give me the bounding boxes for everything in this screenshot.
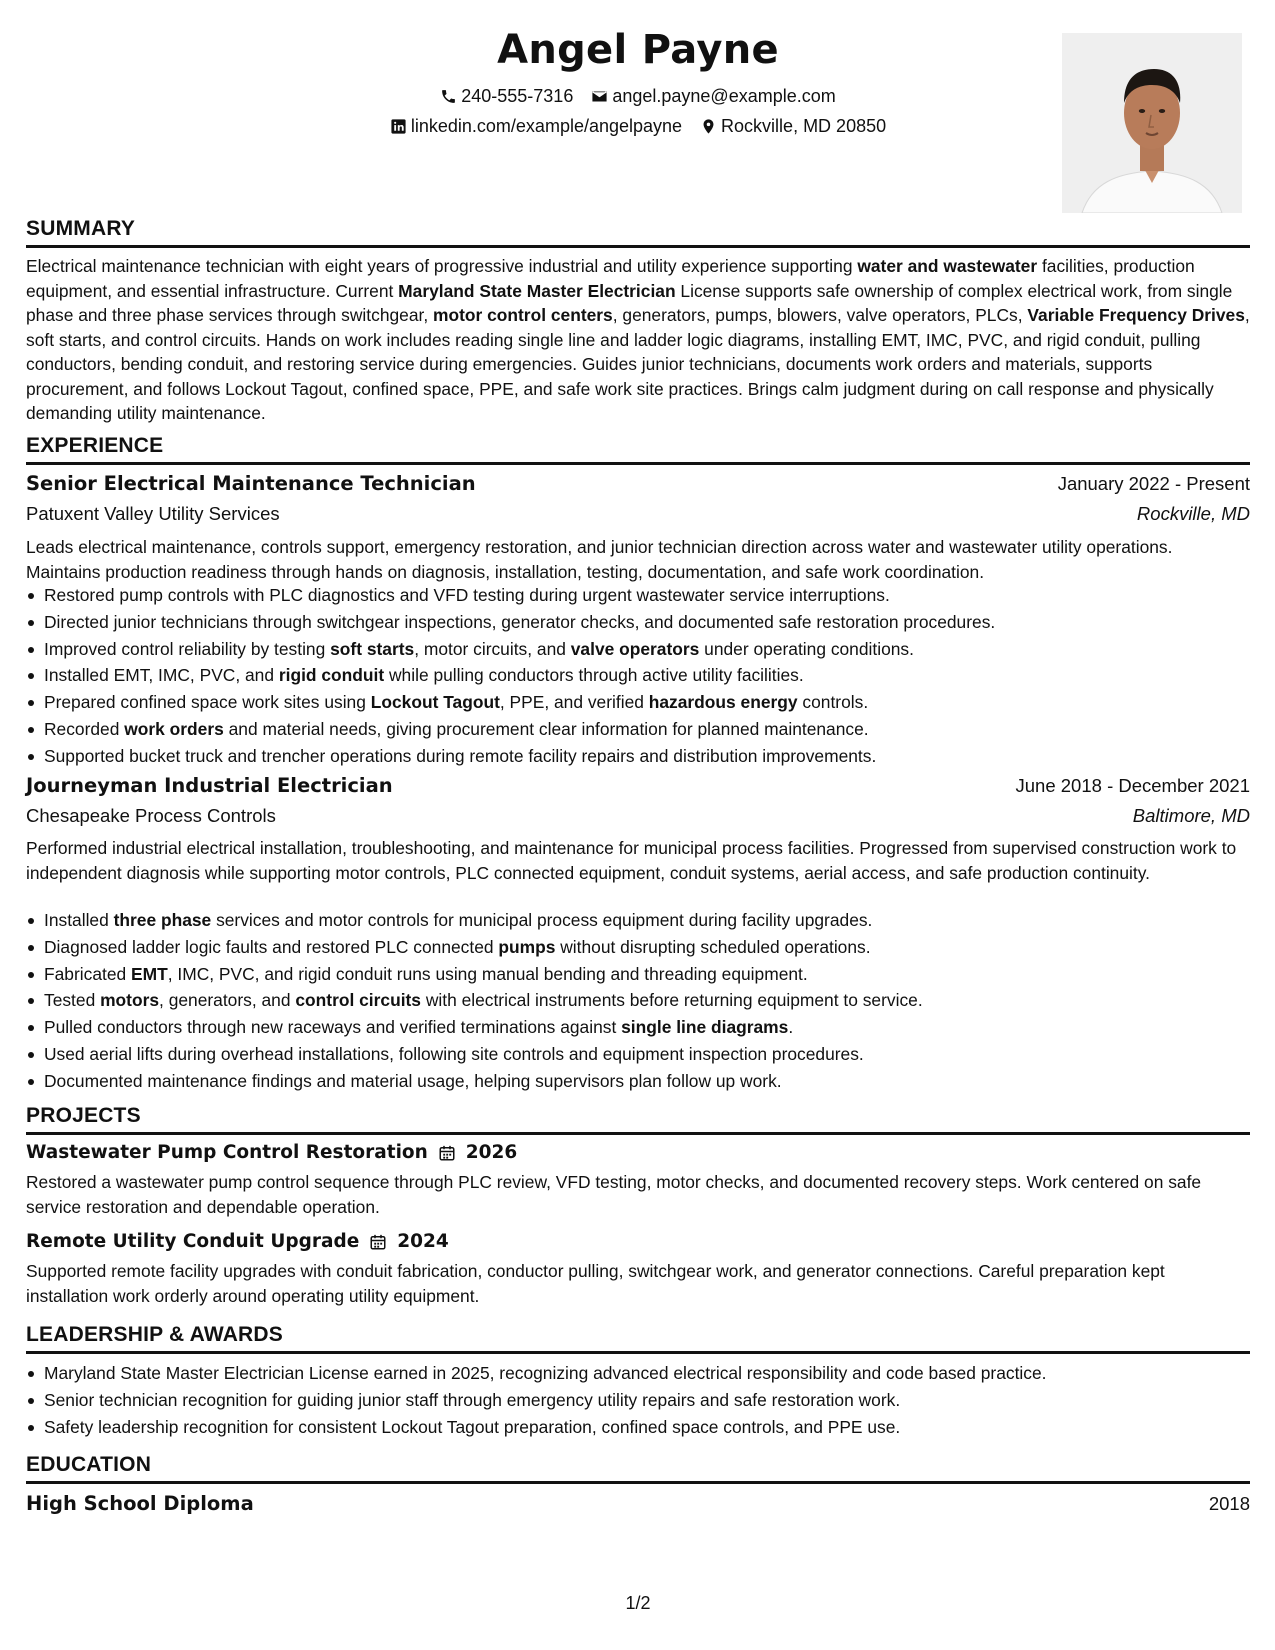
summary-heading: SUMMARY (26, 216, 1250, 248)
job-description: Leads electrical maintenance, controls support, emergency restoration, and junior technician direction across water and wastewater utility operations. Maintains production readiness through hands on diagnosis, installation, testing, documentation, and safe work coordination. (26, 537, 1173, 582)
bold-keyword: pumps (498, 936, 556, 957)
project-name: Remote Utility Conduit Upgrade (26, 1231, 360, 1252)
projects-heading: PROJECTS (26, 1103, 1250, 1135)
bullet-item: Improved control reliability by testing soft starts, motor circuits, and valve operators under operating conditions. (44, 636, 1268, 663)
phone-icon (440, 88, 457, 105)
bullet-item: Installed three phase services and motor controls for municipal process equipment during facility upgrades. (44, 907, 1268, 934)
project-year: 2024 (397, 1231, 449, 1252)
bullet-item: Installed EMT, IMC, PVC, and rigid conduit while pulling conductors through active utility facilities. (44, 662, 1268, 689)
job-location: Baltimore, MD (1132, 805, 1250, 826)
bold-keyword: soft starts (330, 638, 415, 659)
bullet-item: Directed junior technicians through switchgear inspections, generator checks, and documented safe restoration procedures. (44, 609, 1268, 636)
bold-keyword: hazardous energy (648, 692, 798, 713)
bullet-item: Used aerial lifts during overhead installations, following site controls and equipment inspection procedures. (44, 1041, 1268, 1068)
page-number: 1/2 (625, 1593, 651, 1613)
calendar-icon (369, 1233, 387, 1251)
phone-contact (440, 84, 573, 108)
candidate-name: Angel Payne (497, 27, 779, 73)
job-title: Journeyman Industrial Electrician (26, 774, 393, 797)
linkedin-icon (390, 118, 407, 135)
bold-keyword: water and wastewater (857, 256, 1038, 276)
bullet-item: Recorded work orders and material needs, giving procurement clear information for planned maintenance. (44, 716, 1268, 743)
education-heading: EDUCATION (26, 1452, 1250, 1484)
bullet-item: Maryland State Master Electrician License earned in 2025, recognizing advanced electrical responsibility and code based practice. (44, 1360, 1268, 1387)
bold-keyword: Lockout Tagout (370, 692, 500, 713)
profile-photo (1062, 33, 1242, 213)
bold-keyword: valve operators (570, 638, 700, 659)
bullet-item: Pulled conductors through new raceways and verified terminations against single line diagrams. (44, 1014, 1268, 1041)
education-degree: High School Diploma (26, 1492, 254, 1515)
bold-keyword: work orders (124, 718, 224, 739)
location-contact (700, 114, 886, 138)
bold-keyword: Maryland State Master Electrician (398, 280, 676, 301)
job-entry (26, 772, 1250, 826)
bold-keyword: motor control centers (433, 305, 613, 325)
project-year: 2026 (465, 1142, 518, 1163)
phone-text: 240-555-7316 (461, 86, 574, 106)
bullet-item: Prepared confined space work sites using Lockout Tagout, PPE, and verified hazardous energy controls. (44, 689, 1268, 716)
experience-heading: EXPERIENCE (26, 433, 1250, 465)
email-text[interactable]: angel.payne@example.com (612, 86, 836, 106)
bold-keyword: single line diagrams (621, 1017, 789, 1038)
bold-keyword: three phase (113, 910, 212, 930)
bullet-item: Diagnosed ladder logic faults and restored PLC connected pumps without disrupting scheduled operations. (44, 934, 1268, 961)
project-description: Supported remote facility upgrades with conduit fabrication, conductor pulling, switchgear work, and generator connections. Careful preparation kept installation work orderly around operating utility equipment. (26, 1261, 1165, 1306)
job-entry (26, 470, 1250, 524)
bold-keyword: motors (100, 990, 160, 1011)
bullet-item: Fabricated EMT, IMC, PVC, and rigid conduit runs using manual bending and threading equipment. (44, 961, 1268, 988)
project-name: Wastewater Pump Control Restoration (26, 1142, 428, 1163)
envelope-icon (591, 88, 608, 105)
email-contact[interactable] (591, 84, 835, 108)
resume-page (26, 0, 1250, 1650)
linkedin-text[interactable]: linkedin.com/example/angelpayne (410, 116, 683, 136)
calendar-icon (438, 1144, 456, 1162)
job-organization: Patuxent Valley Utility Services (26, 503, 280, 524)
bold-keyword: Variable Frequency Drives (1027, 305, 1245, 325)
leadership-heading: LEADERSHIP & AWARDS (26, 1322, 1250, 1354)
education-year: 2018 (1208, 1493, 1250, 1514)
job-bullet-list (26, 907, 1268, 1095)
linkedin-contact[interactable] (390, 114, 682, 138)
summary-text: Electrical maintenance technician with eight years of progressive industrial and utility experience supporting water and wastewater facilities, production equipment, and essential infrastructure. Current Maryland State Master Electrician License supports safe ownership of complex electrical work, from single phase and three phase services through switchgear, motor control centers, generators, pumps, blowers, valve operators, PLCs, Variable Frequency Drives, soft starts, and control circuits. Hands on work includes reading single line and ladder logic diagrams, installing EMT, IMC, PVC, and rigid conduit, pulling conductors, bending conduit, and restoring service during emergencies. Guides junior technicians, documents work orders and materials, supports procurement, and follows Lockout Tagout, confined space, PPE, and safe work site practices. Brings calm judgment during on call response and physically demanding utility maintenance. (26, 256, 1250, 423)
bullet-item: Restored pump controls with PLC diagnostics and VFD testing during urgent wastewater service interruptions. (44, 582, 1268, 609)
project-heading (26, 1140, 517, 1166)
education-entry (26, 1490, 1250, 1518)
bullet-item: Documented maintenance findings and material usage, helping supervisors plan follow up work. (44, 1068, 1268, 1095)
portrait-illustration (1062, 33, 1242, 213)
job-location: Rockville, MD (1136, 503, 1250, 524)
bold-keyword: control circuits (295, 990, 421, 1011)
leadership-bullet-list (26, 1360, 1268, 1440)
bullet-item: Tested motors, generators, and control circuits with electrical instruments before returning equipment to service. (44, 987, 1268, 1014)
project-heading (26, 1229, 449, 1255)
job-title: Senior Electrical Maintenance Technician (26, 472, 476, 495)
job-dates: January 2022 - Present (1057, 473, 1250, 494)
bullet-item: Safety leadership recognition for consistent Lockout Tagout preparation, confined space controls, and PPE use. (44, 1414, 1268, 1441)
job-organization: Chesapeake Process Controls (26, 805, 276, 826)
bullet-item: Senior technician recognition for guiding junior staff through emergency utility repairs and safe restoration work. (44, 1387, 1268, 1414)
bullet-item: Supported bucket truck and trencher operations during remote facility repairs and distribution improvements. (44, 743, 1268, 770)
project-description: Restored a wastewater pump control sequence through PLC review, VFD testing, motor checks, and documented recovery steps. Work centered on safe service restoration and dependable operation. (26, 1172, 1202, 1217)
bold-keyword: rigid conduit (278, 665, 385, 686)
bold-keyword: EMT (131, 963, 168, 984)
job-bullet-list (26, 582, 1268, 770)
map-pin-icon (700, 118, 717, 135)
job-description: Performed industrial electrical installation, troubleshooting, and maintenance for municipal process facilities. Progressed from supervised construction work to independent diagnosis while supporting motor controls, PLC connected equipment, conduit systems, aerial access, and safe production continuity. (26, 838, 1237, 883)
location-text: Rockville, MD 20850 (721, 116, 887, 136)
job-dates: June 2018 - December 2021 (1015, 775, 1250, 796)
